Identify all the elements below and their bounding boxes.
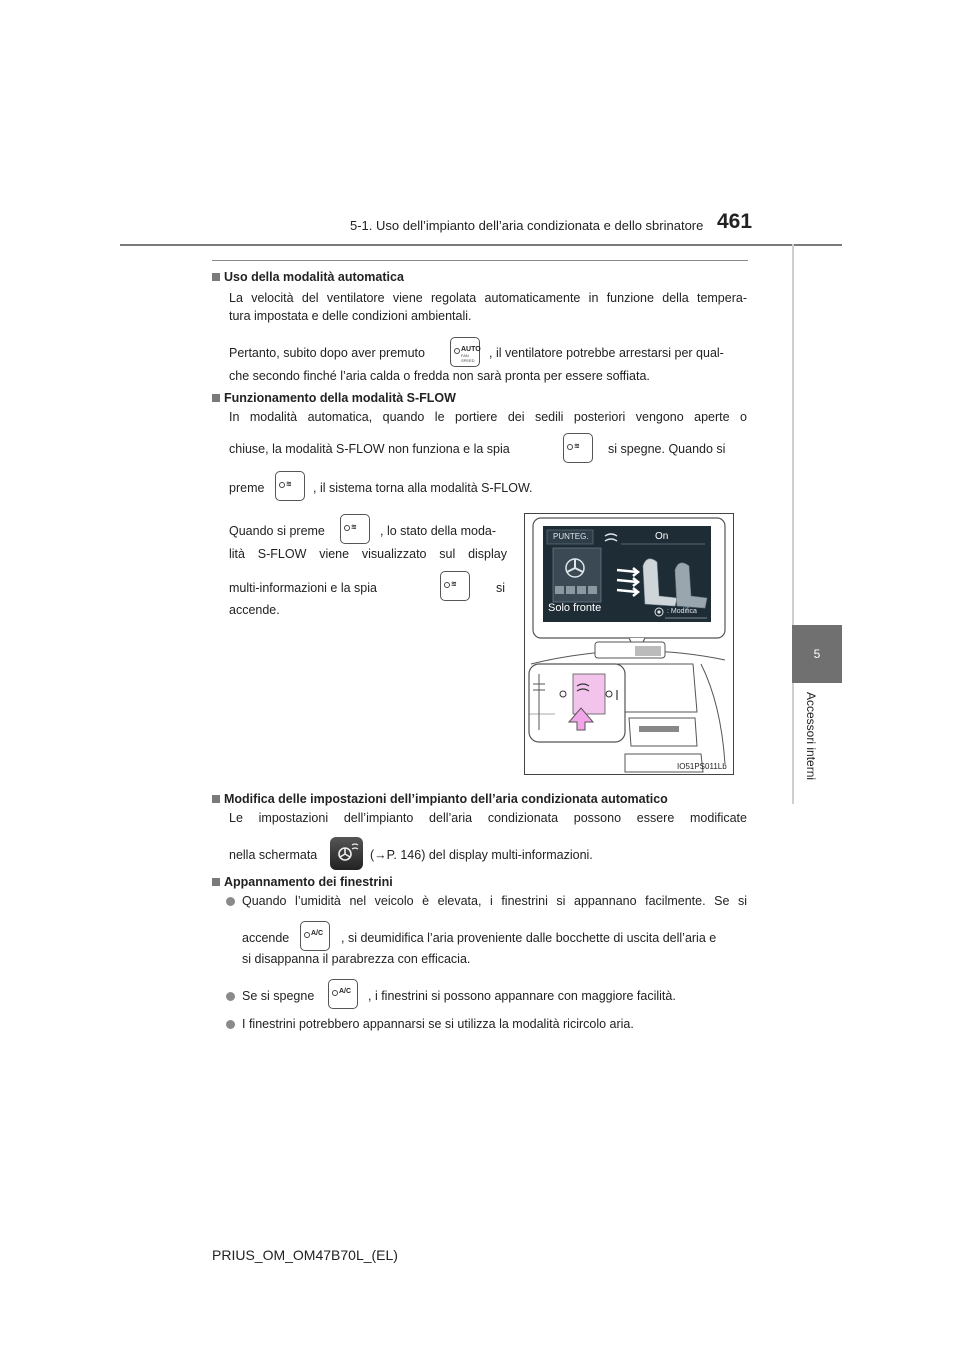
sflow-button-icon-2: ≋ — [340, 514, 370, 544]
ac-button-icon: A/C — [300, 921, 330, 951]
auto-heading: Uso della modalità automatica — [212, 268, 404, 286]
round-bullet-icon — [226, 992, 235, 1001]
auto-p1-line2: tura impostata e delle condizioni ambientali. — [229, 309, 472, 323]
sflow-button-icon: ≋ — [275, 471, 305, 501]
document-code: PRIUS_OM_OM47B70L_(EL) — [212, 1247, 398, 1263]
dashboard-illustration — [525, 514, 733, 774]
chapter-number: 5 — [813, 647, 821, 661]
fog-bullet1-line2-b: , si deumidifica l’aria proveniente dalle bocchette di uscita dell’aria e — [341, 931, 717, 945]
sflow-indicator-icon-2: ≋ — [440, 571, 470, 601]
chapter-tab[interactable] — [792, 625, 842, 683]
fog-heading: Appannamento dei finestrini — [212, 873, 393, 891]
header-rule — [120, 244, 842, 246]
sflow-line6-a: multi-informazioni e la spia — [229, 581, 377, 595]
sflow-line5: lità S-FLOW viene visualizzato sul display — [229, 547, 507, 561]
modify-line1: Le impostazioni dell’impianto dell’aria condizionata possono essere modificate — [229, 811, 747, 825]
auto-p2-b: , il ventilatore potrebbe arrestarsi per qual- — [489, 346, 724, 360]
square-bullet-icon — [212, 273, 220, 281]
page-number: 461 — [717, 210, 753, 233]
sflow-line2-b: si spegne. Quando si — [608, 442, 726, 456]
fog-bullet1-line3: si disappanna il parabrezza con efficacia. — [242, 952, 471, 966]
modify-heading: Modifica delle impostazioni dell’impianto dell’aria condizionata automatico — [212, 790, 668, 808]
auto-p2-a: Pertanto, subito dopo aver premuto — [229, 346, 425, 360]
sflow-line4-b: , lo stato della moda- — [380, 524, 497, 538]
square-bullet-icon — [212, 394, 220, 402]
figure-modifica-label: : Modifica — [667, 608, 697, 615]
figure-status-label: On — [655, 531, 669, 542]
sflow-indicator-icon: ≋ — [563, 433, 593, 463]
section-title: 5-1. Uso dell’impianto dell’aria condizionata e dello sbrinatore — [350, 218, 704, 233]
fog-bullet2-a: Se si spegne — [242, 989, 315, 1003]
sflow-line3-b: , il sistema torna alla modalità S-FLOW. — [313, 481, 533, 495]
round-bullet-icon — [226, 897, 235, 906]
modify-line2-a: nella schermata — [229, 848, 318, 862]
sflow-line3-a: preme — [229, 481, 265, 495]
content-rule — [212, 260, 748, 261]
fog-bullet1-line2-a: accende — [242, 931, 290, 945]
sflow-line1: In modalità automatica, quando le portiere dei sedili posteriori vengono aperte o — [229, 410, 747, 424]
auto-button-icon: AUTO FAN SPEED — [450, 337, 480, 367]
sflow-line4-a: Quando si preme — [229, 524, 325, 538]
ac-button-icon-2: A/C — [328, 979, 358, 1009]
modify-line2-b: (→P. 146) del display multi-informazioni. — [370, 848, 593, 862]
settings-screen-icon — [330, 837, 363, 870]
sflow-figure — [524, 513, 734, 775]
square-bullet-icon — [212, 795, 220, 803]
figure-punteg-label: PUNTEG. — [553, 532, 589, 541]
figure-id: IO51PS011Lb — [677, 762, 727, 771]
fog-bullet1-line1: Quando l’umidità nel veicolo è elevata, i finestrini si appannano facilmente. Se si — [242, 894, 747, 908]
side-tab-line — [792, 244, 794, 804]
sflow-line2-a: chiuse, la modalità S-FLOW non funziona e la spia — [229, 442, 510, 456]
fog-bullet2-b: , i finestrini si possono appannare con maggiore facilità. — [368, 989, 676, 1003]
figure-solo-fronte-label: Solo fronte — [548, 602, 602, 614]
sflow-line7: accende. — [229, 603, 280, 617]
auto-p2-line2: che secondo finché l’aria calda o fredda non sarà pronta per essere soffiata. — [229, 369, 650, 383]
sflow-line6-b: si — [496, 581, 506, 595]
chapter-label: Accessori interni — [804, 692, 818, 781]
sflow-heading: Funzionamento della modalità S-FLOW — [212, 389, 456, 407]
auto-p1-line1: La velocità del ventilatore viene regolata automaticamente in funzione della tempera- — [229, 291, 747, 305]
round-bullet-icon — [226, 1020, 235, 1029]
fog-bullet3: I finestrini potrebbero appannarsi se si utilizza la modalità ricircolo aria. — [242, 1017, 634, 1031]
square-bullet-icon — [212, 878, 220, 886]
